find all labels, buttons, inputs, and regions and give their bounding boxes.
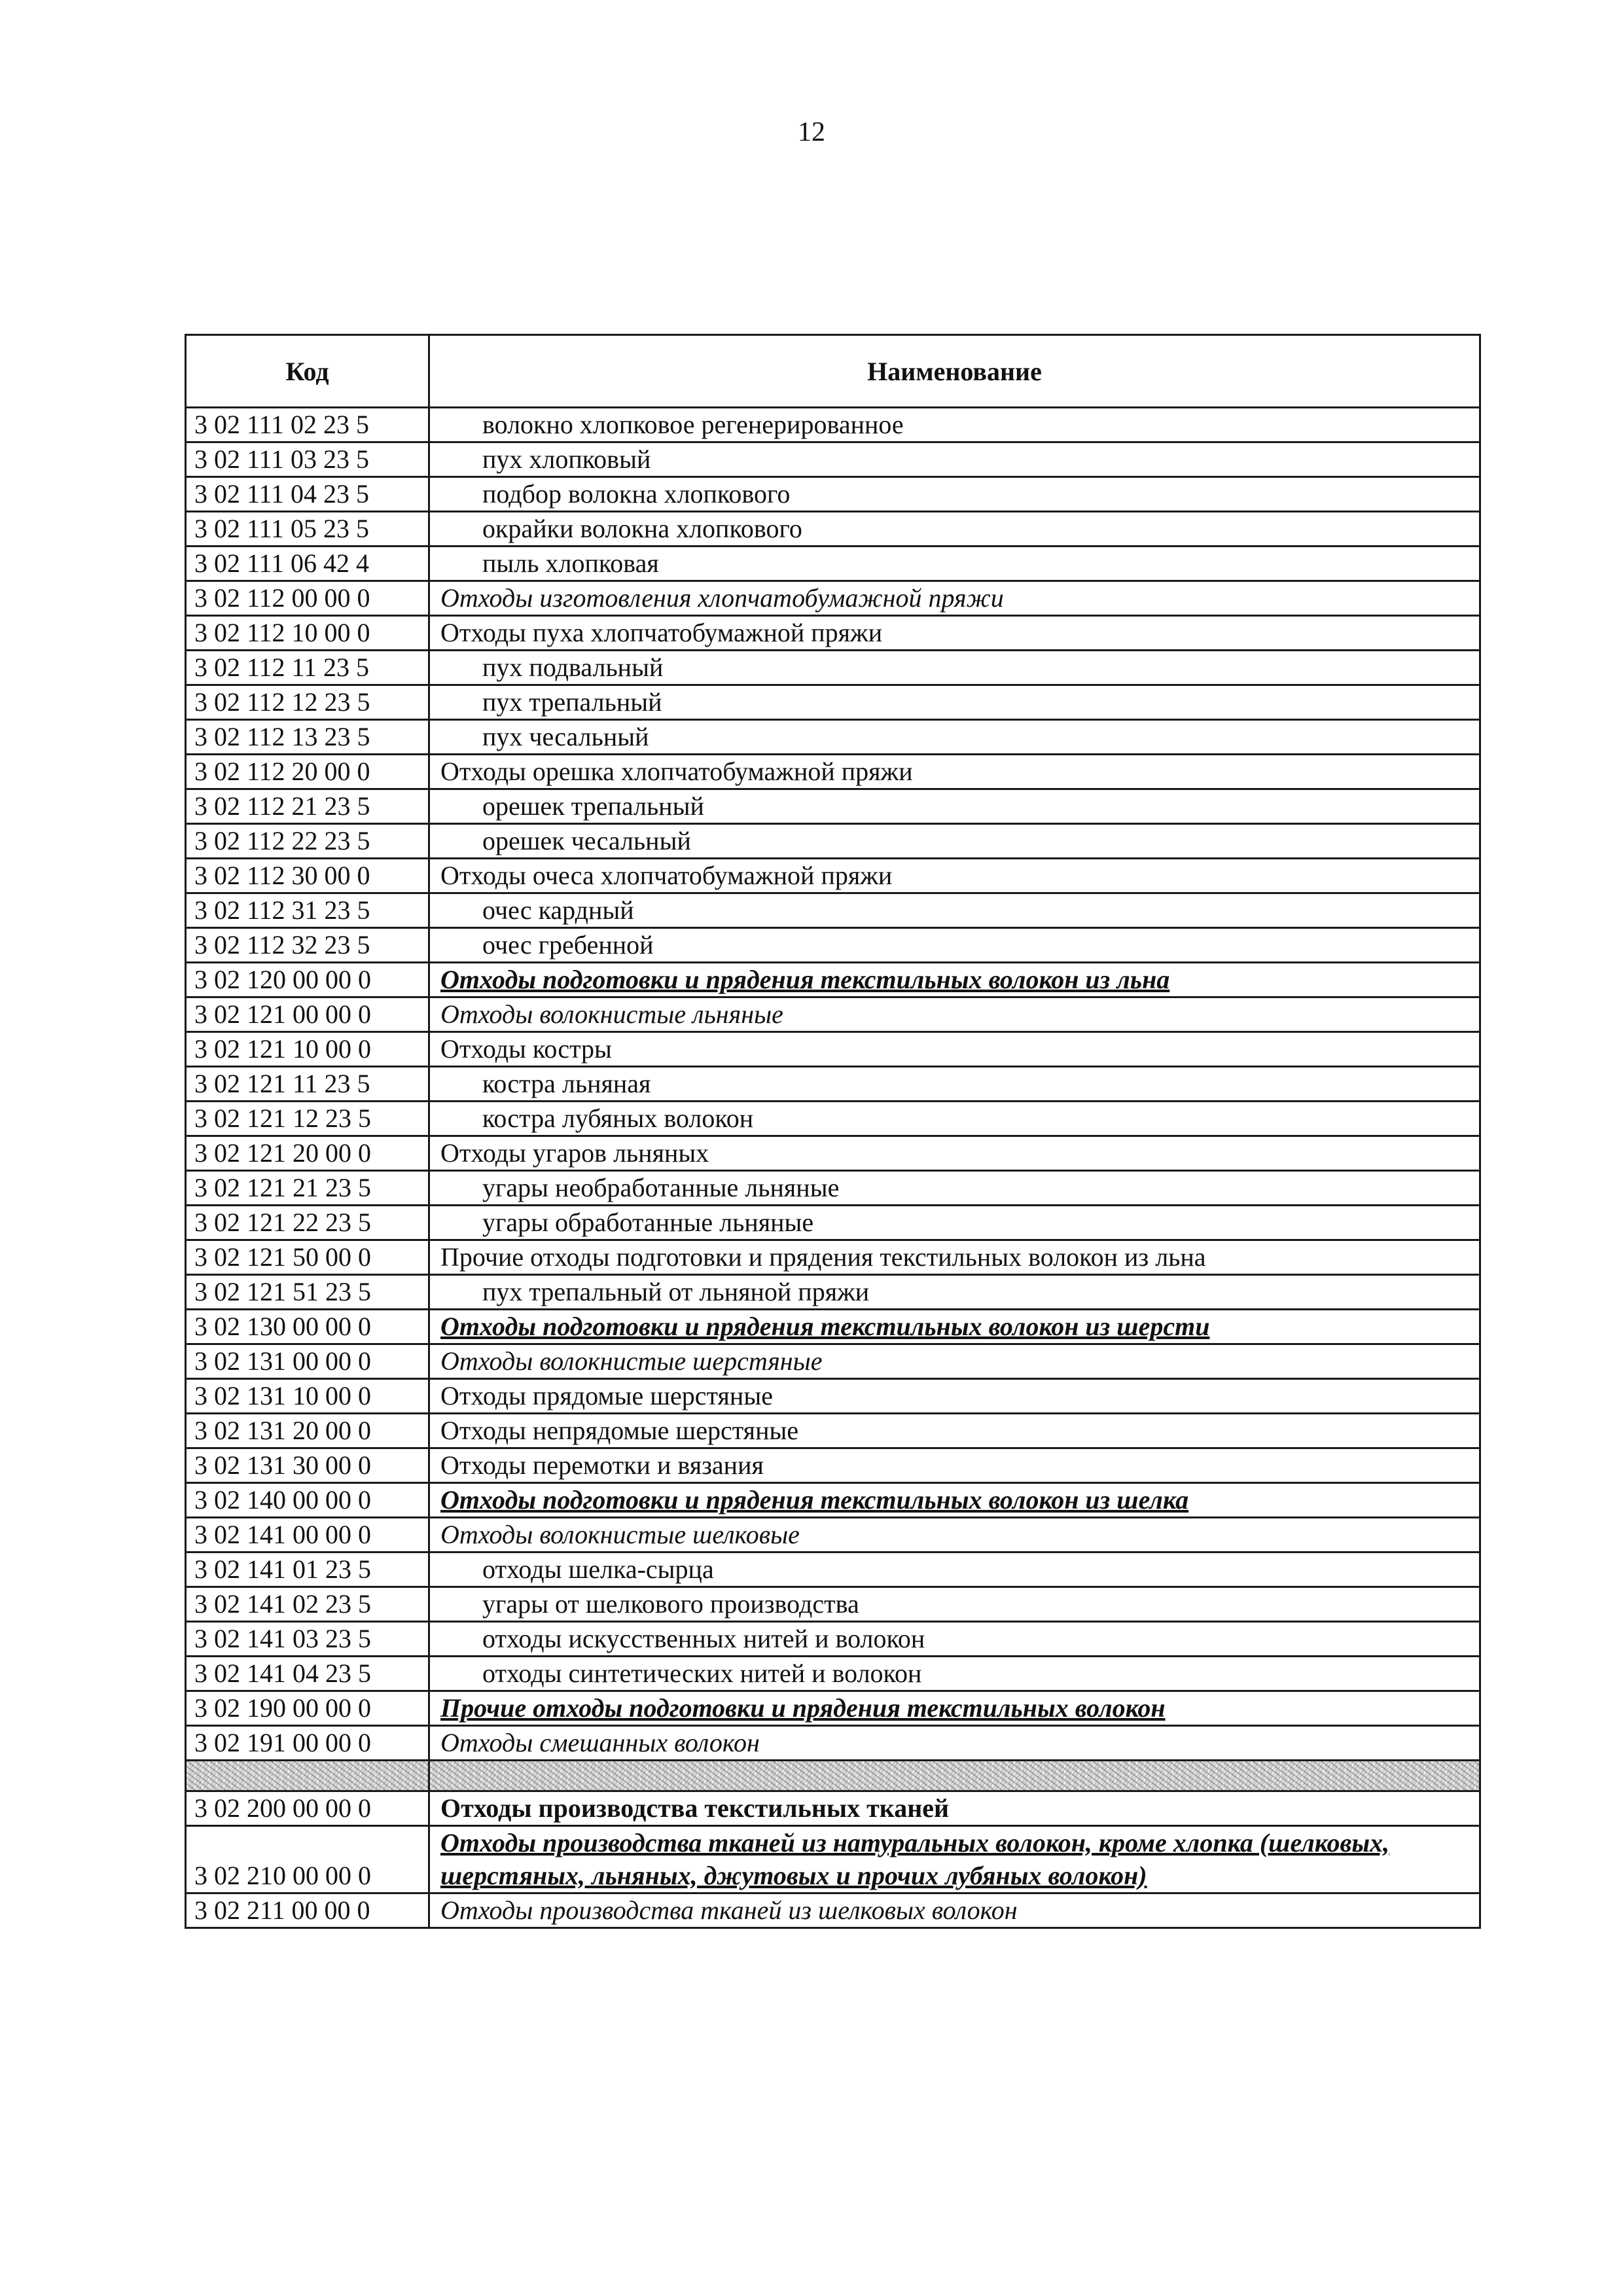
row-name: Отходы очеса хлопчатобумажной пряжи (429, 859, 1480, 893)
table-row (186, 997, 1480, 1032)
table-row (186, 1791, 1480, 1826)
row-name: Отходы непрядомые шерстяные (429, 1414, 1480, 1448)
row-code: 3 02 121 22 23 5 (186, 1206, 429, 1240)
table-row (186, 1691, 1480, 1726)
table-body (186, 408, 1480, 1928)
table-row (186, 1893, 1480, 1928)
row-name: отходы синтетических нитей и волокон (429, 1657, 1480, 1691)
table-row (186, 1379, 1480, 1414)
row-code: 3 02 121 12 23 5 (186, 1102, 429, 1136)
row-name: Отходы производства тканей из натуральных волокон, кроме хлопка (шелковых, шерстяных, льняных, джутовых и прочих лубяных волокон) (429, 1826, 1480, 1893)
table-row (186, 685, 1480, 720)
row-code: 3 02 211 00 00 0 (186, 1893, 429, 1928)
table-row (186, 1032, 1480, 1067)
table-row (186, 1344, 1480, 1379)
table-row (186, 512, 1480, 547)
row-name: Прочие отходы подготовки и прядения текстильных волокон (429, 1691, 1480, 1726)
row-code: 3 02 210 00 00 0 (186, 1826, 429, 1893)
row-code: 3 02 131 00 00 0 (186, 1344, 429, 1379)
row-name: окрайки волокна хлопкового (429, 512, 1480, 547)
row-name: Отходы изготовления хлопчатобумажной пряжи (429, 581, 1480, 616)
column-header-code: Код (186, 335, 429, 408)
row-name: Отходы подготовки и прядения текстильных волокон из льна (429, 963, 1480, 997)
table-row (186, 1483, 1480, 1518)
row-name: угары обработанные льняные (429, 1206, 1480, 1240)
page-number: 12 (798, 117, 825, 147)
row-name: подбор волокна хлопкового (429, 477, 1480, 512)
row-name: Прочие отходы подготовки и прядения текстильных волокон из льна (429, 1240, 1480, 1275)
row-name: костра лубяных волокон (429, 1102, 1480, 1136)
table-row (186, 651, 1480, 685)
row-code: 3 02 121 21 23 5 (186, 1171, 429, 1206)
table-row (186, 755, 1480, 789)
row-name: пух трепальный (429, 685, 1480, 720)
row-code: 3 02 111 03 23 5 (186, 442, 429, 477)
row-name: Отходы перемотки и вязания (429, 1448, 1480, 1483)
row-name: костра льняная (429, 1067, 1480, 1102)
table-row (186, 1552, 1480, 1587)
table-row (186, 1622, 1480, 1657)
row-name: Отходы волокнистые шерстяные (429, 1344, 1480, 1379)
row-code: 3 02 141 03 23 5 (186, 1622, 429, 1657)
row-name: Отходы пуха хлопчатобумажной пряжи (429, 616, 1480, 651)
row-code: 3 02 131 30 00 0 (186, 1448, 429, 1483)
row-code: 3 02 200 00 00 0 (186, 1791, 429, 1826)
table-row (186, 1657, 1480, 1691)
row-name: пыль хлопковая (429, 547, 1480, 581)
row-name: очес гребенной (429, 928, 1480, 963)
table-row (186, 789, 1480, 824)
row-code: 3 02 121 51 23 5 (186, 1275, 429, 1310)
row-name: орешек трепальный (429, 789, 1480, 824)
table-row (186, 1448, 1480, 1483)
row-code: 3 02 141 02 23 5 (186, 1587, 429, 1622)
row-name: Отходы подготовки и прядения текстильных волокон из шерсти (429, 1310, 1480, 1344)
row-name: пух чесальный (429, 720, 1480, 755)
table-row (186, 928, 1480, 963)
row-code: 3 02 191 00 00 0 (186, 1726, 429, 1761)
row-code: 3 02 121 11 23 5 (186, 1067, 429, 1102)
row-name: Отходы орешка хлопчатобумажной пряжи (429, 755, 1480, 789)
table-row (186, 1414, 1480, 1448)
table-row (186, 1136, 1480, 1171)
row-code: 3 02 121 20 00 0 (186, 1136, 429, 1171)
row-name: Отходы костры (429, 1032, 1480, 1067)
table-row (186, 408, 1480, 442)
row-name (429, 1761, 1480, 1791)
row-name: Отходы подготовки и прядения текстильных волокон из шелка (429, 1483, 1480, 1518)
row-code: 3 02 141 01 23 5 (186, 1552, 429, 1587)
table-row (186, 720, 1480, 755)
row-code: 3 02 141 04 23 5 (186, 1657, 429, 1691)
row-name: отходы искусственных нитей и волокон (429, 1622, 1480, 1657)
row-name: пух подвальный (429, 651, 1480, 685)
row-name: орешек чесальный (429, 824, 1480, 859)
row-code: 3 02 121 50 00 0 (186, 1240, 429, 1275)
row-code: 3 02 112 13 23 5 (186, 720, 429, 755)
row-code: 3 02 120 00 00 0 (186, 963, 429, 997)
table-row (186, 477, 1480, 512)
row-code: 3 02 140 00 00 0 (186, 1483, 429, 1518)
row-name: Отходы прядомые шерстяные (429, 1379, 1480, 1414)
row-code: 3 02 131 10 00 0 (186, 1379, 429, 1414)
table-row (186, 616, 1480, 651)
table-row (186, 581, 1480, 616)
table-row (186, 824, 1480, 859)
table-row (186, 1171, 1480, 1206)
table-row (186, 1518, 1480, 1552)
table-row (186, 1726, 1480, 1761)
table-row (186, 1102, 1480, 1136)
row-code: 3 02 131 20 00 0 (186, 1414, 429, 1448)
row-code: 3 02 112 32 23 5 (186, 928, 429, 963)
row-code: 3 02 112 30 00 0 (186, 859, 429, 893)
row-code: 3 02 190 00 00 0 (186, 1691, 429, 1726)
row-code: 3 02 111 04 23 5 (186, 477, 429, 512)
row-name: Отходы производства текстильных тканей (429, 1791, 1480, 1826)
table-row (186, 963, 1480, 997)
table-row (186, 442, 1480, 477)
table-row (186, 1310, 1480, 1344)
table-row (186, 1826, 1480, 1893)
row-name: Отходы производства тканей из шелковых волокон (429, 1893, 1480, 1928)
row-name: очес кардный (429, 893, 1480, 928)
table-row (186, 893, 1480, 928)
table-row (186, 859, 1480, 893)
row-name: угары от шелкового производства (429, 1587, 1480, 1622)
row-code: 3 02 112 12 23 5 (186, 685, 429, 720)
row-name: волокно хлопковое регенерированное (429, 408, 1480, 442)
row-name: пух трепальный от льняной пряжи (429, 1275, 1480, 1310)
row-code: 3 02 111 05 23 5 (186, 512, 429, 547)
row-name: Отходы волокнистые льняные (429, 997, 1480, 1032)
table-row (186, 1275, 1480, 1310)
row-name: Отходы угаров льняных (429, 1136, 1480, 1171)
table-row (186, 1067, 1480, 1102)
table-row (186, 1206, 1480, 1240)
waste-classification-table (185, 334, 1481, 1929)
row-code: 3 02 112 00 00 0 (186, 581, 429, 616)
row-code (186, 1761, 429, 1791)
table-header-row (186, 335, 1480, 408)
row-code: 3 02 121 10 00 0 (186, 1032, 429, 1067)
table-row (186, 1240, 1480, 1275)
table-row (186, 1587, 1480, 1622)
row-name: отходы шелка-сырца (429, 1552, 1480, 1587)
row-code: 3 02 111 06 42 4 (186, 547, 429, 581)
row-name: угары необработанные льняные (429, 1171, 1480, 1206)
row-code: 3 02 121 00 00 0 (186, 997, 429, 1032)
row-name: Отходы смешанных волокон (429, 1726, 1480, 1761)
row-code: 3 02 112 21 23 5 (186, 789, 429, 824)
row-code: 3 02 112 10 00 0 (186, 616, 429, 651)
row-code: 3 02 111 02 23 5 (186, 408, 429, 442)
row-code: 3 02 112 22 23 5 (186, 824, 429, 859)
row-code: 3 02 130 00 00 0 (186, 1310, 429, 1344)
row-code: 3 02 112 31 23 5 (186, 893, 429, 928)
column-header-name: Наименование (429, 335, 1480, 408)
row-name: Отходы волокнистые шелковые (429, 1518, 1480, 1552)
table-row (186, 547, 1480, 581)
row-name: пух хлопковый (429, 442, 1480, 477)
row-code: 3 02 112 20 00 0 (186, 755, 429, 789)
scan-noise-row (186, 1761, 1480, 1791)
row-code: 3 02 141 00 00 0 (186, 1518, 429, 1552)
row-code: 3 02 112 11 23 5 (186, 651, 429, 685)
